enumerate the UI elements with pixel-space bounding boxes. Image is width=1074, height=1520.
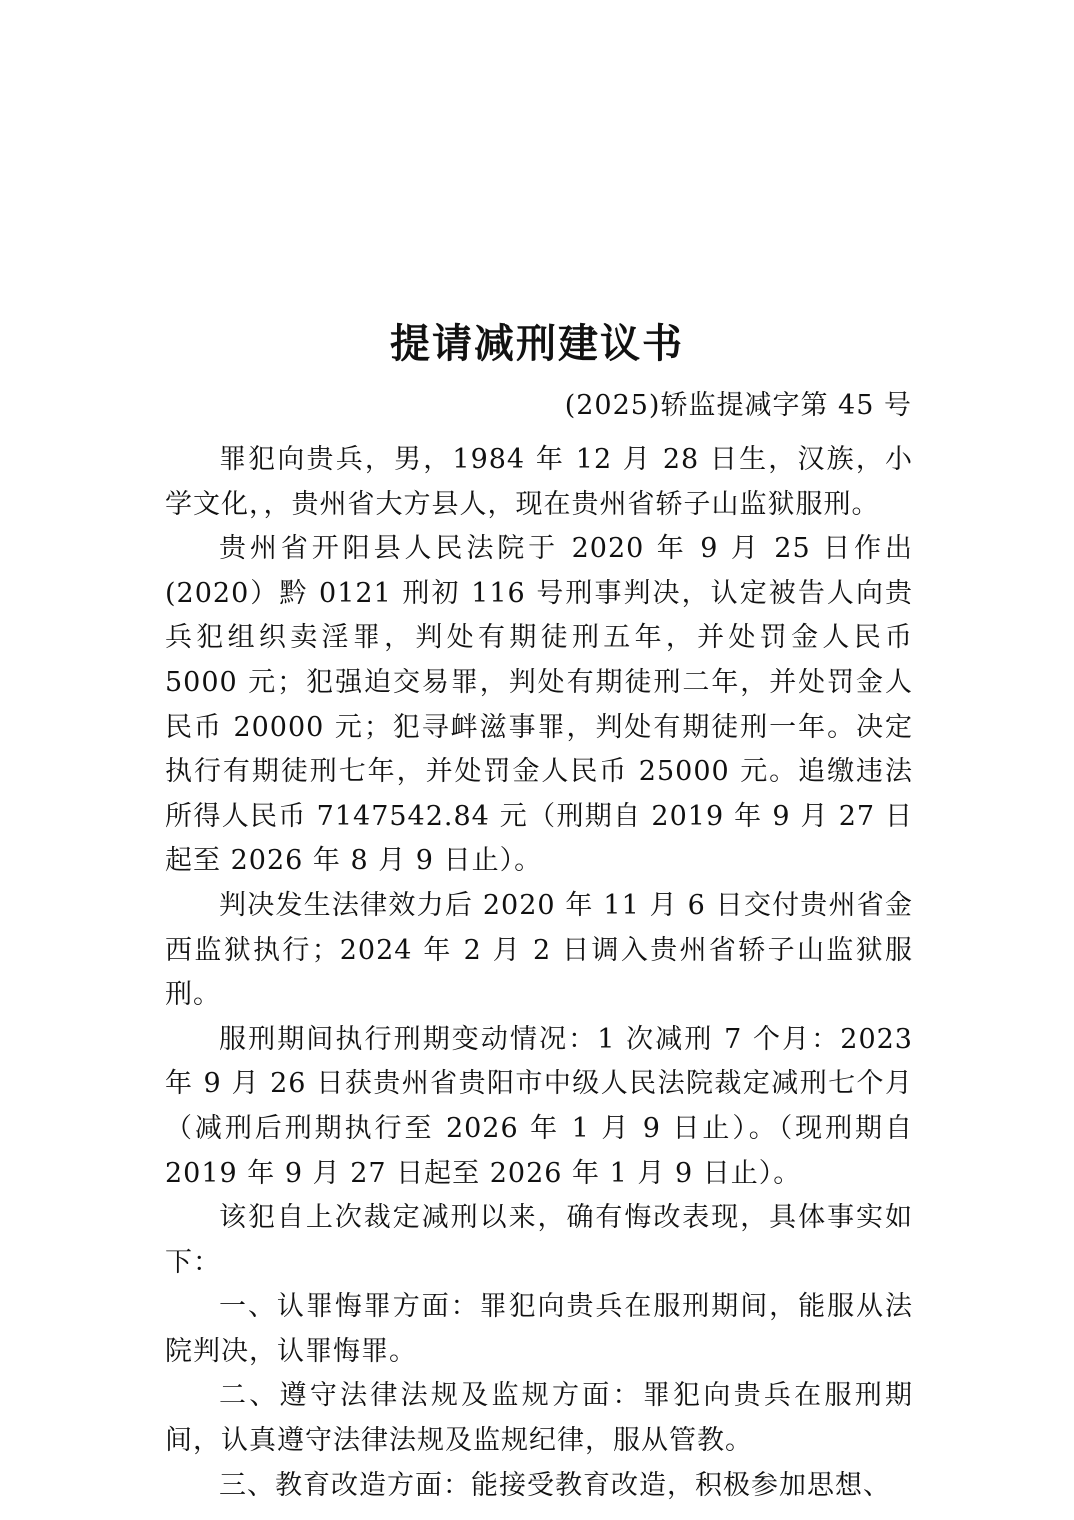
paragraph-sentence-changes: 服刑期间执行刑期变动情况：1 次减刑 7 个月：2023 年 9 月 26 日获贵州省贵阳市中级人民法院裁定减刑七个月（减刑后刑期执行至 2026 年 1 月 9 日止）。（现刑期自 2019 年 9 月 27 日起至 2026 年 1 月 9 日止）。 [165,1023,913,1189]
paragraph-original-judgment: 贵州省开阳县人民法院于 2020 年 9 月 25 日作出(2020）黔 0121 刑初 116 号刑事判决，认定被告人向贵兵犯组织卖淫罪，判处有期徒刑五年，并处罚金人民币 5000 元；犯强迫交易罪，判处有期徒刑二年，并处罚金人民币 20000 元；犯寻衅滋事罪，判处有期徒刑一年。决定执行有期徒刑七年，并处罚金人民币 25000 元。追缴违法所得人民币 7147542.84 元（刑期自 2019 年 9 月 27 日起至 2026 年 8 月 9 日止）。 [165,533,913,877]
paragraph-item-2: 二、遵守法律法规及监规方面：罪犯向贵兵在服刑期间，认真遵守法律法规及监规纪律，服从管教。 [165,1380,913,1457]
paragraph-transfer: 判决发生法律效力后 2020 年 11 月 6 日交付贵州省金西监狱执行；2024 年 2 月 2 日调入贵州省轿子山监狱服刑。 [165,889,913,1011]
paragraph-repentance-intro: 该犯自上次裁定减刑以来，确有悔改表现，具体事实如下： [165,1202,913,1278]
document-body [165,438,913,1508]
paragraph-item-3: 三、教育改造方面：能接受教育改造，积极参加思想、 [219,1469,891,1501]
paragraph-item-1: 一、认罪悔罪方面：罪犯向贵兵在服刑期间，能服从法院判决，认罪悔罪。 [165,1291,913,1367]
document-title: 提请减刑建议书 [390,320,684,367]
document-number: (2025)轿监提减字第 45 号 [564,390,912,421]
paragraph-prisoner-info: 罪犯向贵兵，男，1984 年 12 月 28 日生，汉族，小学文化，，贵州省大方县人，现在贵州省轿子山监狱服刑。 [165,444,913,520]
